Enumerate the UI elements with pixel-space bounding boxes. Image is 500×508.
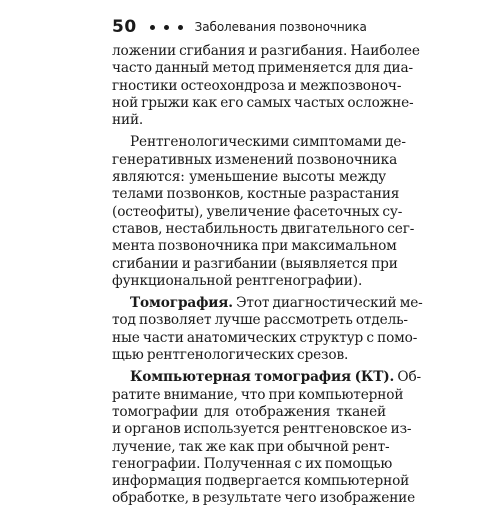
text-line: (остеофиты), увеличение фасеточных су-	[112, 203, 403, 220]
running-head: Заболевания позвоночника	[194, 20, 367, 34]
text-line: и органов используется рентгеновское из-	[112, 421, 412, 438]
text-line: ратите внимание, что при компьютерной	[112, 386, 404, 403]
section-term: Компьютерная томография (КТ).	[130, 369, 395, 386]
text-line: ставов, нестабильность двигательного сег-	[112, 220, 415, 237]
bullet-dot	[178, 25, 183, 30]
text-run: Об-	[394, 369, 422, 386]
text-line: сгибании и разгибании (выявляется при	[112, 255, 398, 272]
page-header	[112, 14, 367, 40]
text-line: гностики остеохондроза и межпозвоноч-	[112, 77, 402, 94]
section-term: Томография.	[130, 295, 233, 312]
text-line: часто данный метод применяется для диа-	[112, 60, 414, 77]
paragraph	[112, 295, 423, 364]
body-text	[112, 43, 423, 508]
paragraph	[112, 134, 415, 290]
page-number: 50	[112, 17, 137, 37]
text-line: обработке, в результате чего изображение	[112, 490, 416, 507]
text-line: информация подвергается компьютерной	[112, 473, 410, 490]
bullet-dot	[150, 25, 155, 30]
text-run: Этот диагностический ме-	[232, 295, 423, 312]
text-line	[112, 295, 423, 312]
bullet-dot	[164, 25, 169, 30]
text-line: томографии для отображения тканей	[112, 403, 386, 420]
text-line: мента позвоночника при максимальном	[112, 238, 397, 255]
header-bullets	[150, 25, 183, 30]
text-line: функциональной рентгенографии).	[112, 272, 363, 289]
text-line: являются: уменьшение высоты между	[112, 169, 386, 186]
text-line: Рентгенологическими симптомами де-	[130, 134, 406, 151]
text-line	[112, 369, 422, 386]
text-line: щью рентгенологических срезов.	[112, 347, 349, 364]
paragraph	[112, 369, 422, 507]
text-line: генеративных изменений позвоночника	[112, 151, 398, 168]
text-line: лучение, так же как при обычной рент-	[112, 438, 390, 455]
paragraph	[112, 43, 420, 129]
text-line: ные части анатомических структур с помо-	[112, 329, 418, 346]
text-line: ний.	[112, 112, 144, 129]
text-line: ной грыжи как его самых частых осложне-	[112, 94, 414, 111]
text-line: ложении сгибания и разгибания. Наиболее	[112, 43, 420, 59]
text-line: генографии. Полученная с их помощью	[112, 455, 393, 472]
text-line: тод позволяет лучше рассмотреть отдель-	[112, 312, 408, 329]
text-line: телами позвонков, костные разрастания	[112, 186, 400, 203]
